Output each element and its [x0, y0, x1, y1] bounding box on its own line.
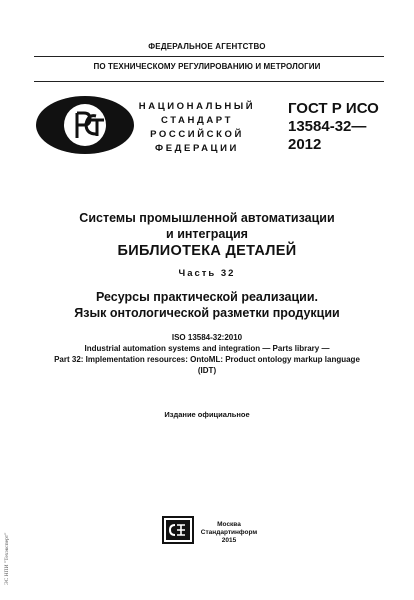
subtitle-block [0, 289, 414, 321]
official-edition-label: Издание официальное [164, 410, 250, 419]
title-line: Системы промышленной автоматизации [79, 211, 335, 225]
agency-name-line1: ФЕДЕРАЛЬНОЕ АГЕНТСТВО [148, 42, 266, 51]
header-rule-top [34, 56, 384, 57]
publisher-info [194, 521, 264, 545]
iso-line: Part 32: Implementation resources: OntoML: Product ontology markup language [54, 355, 360, 364]
gost-designation [288, 100, 400, 154]
iso-line: (IDT) [197, 366, 217, 375]
gost-line: ГОСТ Р ИСО [288, 100, 379, 117]
national-line: НАЦИОНАЛЬНЫЙ [138, 101, 256, 112]
national-line: СТАНДАРТ [161, 115, 233, 126]
main-title: БИБЛИОТЕКА ДЕТАЛЕЙ [117, 243, 297, 259]
national-line: РОССИЙСКОЙ [150, 129, 244, 140]
subtitle-line: Ресурсы практической реализации. [95, 290, 319, 304]
header-rule-bottom [34, 81, 384, 82]
sidebar-note: ЭС НПИ "Техэксперт" [4, 532, 10, 585]
national-standard-label [132, 100, 262, 156]
title-line: и интеграция [166, 227, 248, 241]
iso-line: ISO 13584-32:2010 [171, 333, 243, 342]
iso-line: Industrial automation systems and integration — Parts library — [84, 344, 330, 353]
publisher-city: Москва [217, 521, 241, 528]
national-line: ФЕДЕРАЦИИ [155, 143, 239, 154]
publisher-year: 2015 [221, 537, 237, 544]
iso-reference-block [0, 332, 414, 376]
subtitle-line: Язык онтологической разметки продукции [74, 306, 340, 320]
title-block [0, 210, 414, 242]
agency-name-line2: ПО ТЕХНИЧЕСКОМУ РЕГУЛИРОВАНИЮ И МЕТРОЛОГИИ [93, 62, 321, 71]
rst-logo-icon [34, 94, 136, 156]
gost-line: 2012 [288, 136, 322, 153]
part-number: Часть 32 [178, 268, 236, 279]
publisher-name: Стандартинформ [200, 529, 258, 536]
publisher-logo-icon [162, 516, 194, 544]
gost-line: 13584-32— [288, 118, 367, 135]
